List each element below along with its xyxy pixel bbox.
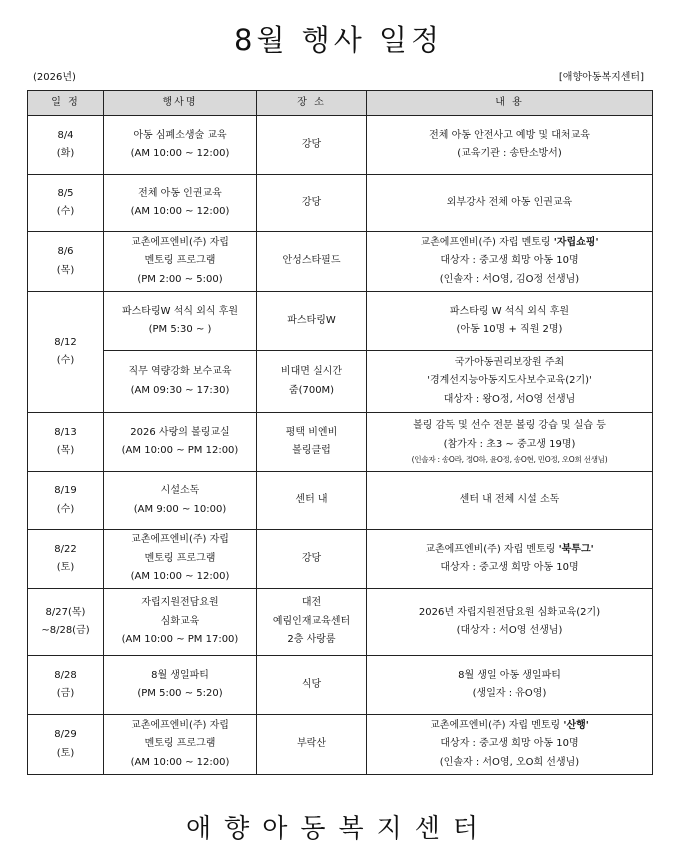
content-text: 대상자 : 중고생 희망 아동 10명 [440, 255, 579, 267]
event-text: (PM 2:00 ~ 5:00) [137, 273, 223, 285]
event-text: (AM 10:00 ~ PM 17:00) [121, 634, 239, 646]
event-text: 교촌에프엔비(주) 자립 [131, 719, 229, 731]
table-row [28, 589, 653, 656]
content-text: 센터 내 전체 시설 소독 [459, 494, 560, 506]
content-text: 대상자 : 왕O정, 서O영 선생님 [443, 393, 576, 405]
day-text: (수) [56, 355, 75, 366]
place-text: 강당 [301, 138, 322, 150]
program-name-bold: '산행' [563, 719, 589, 731]
content-text: 전체 아동 안전사고 예방 및 대처교육 [429, 129, 590, 141]
event-text: (AM 9:00 ~ 10:00) [133, 503, 227, 515]
content-cell [367, 715, 653, 775]
content-cell [367, 232, 653, 292]
event-text: 심화교육 [160, 615, 200, 627]
date-cell [28, 116, 104, 175]
content-cell [367, 472, 653, 530]
event-text: (AM 10:00 ~ 12:00) [130, 206, 230, 217]
content-cell [367, 292, 653, 351]
org-label: [애향아동복지센터] [558, 72, 644, 83]
content-text: 외부강사 전체 아동 인권교육 [446, 196, 573, 208]
table-row [28, 656, 653, 715]
day-text: (목) [56, 445, 75, 456]
content-text: (생일자 : 유O영) [472, 688, 547, 699]
date-text: 8/5 [57, 187, 74, 199]
event-text: 전체 아동 인권교육 [138, 187, 222, 199]
content-cell [367, 656, 653, 715]
content-cell [367, 413, 653, 472]
place-text: 평택 비엔비 [285, 426, 338, 438]
place-cell [257, 175, 367, 232]
event-cell [104, 116, 257, 175]
date-text: 8/12 [54, 336, 77, 348]
date-cell [28, 472, 104, 530]
header-event: 행사명 [104, 91, 257, 116]
content-text: 대상자 : 중고생 희망 아동 10명 [440, 562, 579, 573]
table-row [28, 175, 653, 232]
content-cell [367, 175, 653, 232]
content-text: 국가아동권리보장원 주최 [454, 356, 565, 368]
event-text: 파스타링W 석식 외식 후원 [121, 305, 239, 317]
content-text: (교육기관 : 송탄소방서) [457, 148, 562, 159]
event-text: 자립지원전담요원 [141, 597, 219, 609]
table-row [28, 116, 653, 175]
place-cell [257, 530, 367, 589]
page-title: 8월 행사 일정 [234, 23, 443, 57]
table-row [28, 292, 653, 351]
content-text: (인솔자 : 서O영, 오O희 선생님) [439, 756, 580, 768]
event-cell [104, 175, 257, 232]
day-text: (토) [56, 747, 75, 759]
content-text: 대상자 : 중고생 희망 아동 10명 [440, 738, 579, 750]
day-text: (금) [56, 688, 75, 699]
table-row [28, 413, 653, 472]
event-cell [104, 292, 257, 351]
day-text: (목) [56, 264, 75, 276]
year-label: (2026년) [33, 72, 76, 83]
event-text: 직무 역량강화 보수교육 [128, 366, 232, 377]
program-name-bold: '자립쇼핑' [553, 236, 599, 248]
content-text-prefix: 교촌에프엔비(주) 자립 멘토링 [430, 719, 564, 731]
content-text: 볼링 감독 및 선수 전문 볼링 강습 및 실습 등 [413, 420, 606, 432]
date-cell [28, 530, 104, 589]
place-text: 식당 [301, 678, 322, 690]
date-text: 8/6 [57, 246, 74, 257]
place-text: 강당 [301, 552, 322, 564]
day-text: (토) [56, 562, 75, 573]
place-text: 2층 사랑룸 [287, 634, 336, 646]
header-content: 내 용 [367, 91, 653, 116]
place-cell [257, 292, 367, 351]
place-cell [257, 351, 367, 413]
event-cell [104, 589, 257, 656]
date-text: 8/13 [54, 426, 77, 438]
event-cell [104, 232, 257, 292]
date-cell [28, 292, 104, 413]
place-text: 안성스타필드 [282, 255, 341, 267]
event-cell [104, 472, 257, 530]
place-cell [257, 472, 367, 530]
program-name-bold: '북투그' [558, 543, 594, 555]
header-date: 일 정 [28, 91, 104, 116]
content-text-prefix: 교촌에프엔비(주) 자립 멘토링 [420, 236, 554, 248]
table-row [28, 232, 653, 292]
event-text: 멘토링 프로그램 [144, 255, 216, 267]
event-text: (AM 10:00 ~ PM 12:00) [121, 445, 239, 456]
event-cell [104, 351, 257, 413]
content-text-prefix: 교촌에프엔비(주) 자립 멘토링 [425, 543, 559, 555]
date-text: 8/27(목) [45, 606, 86, 618]
event-text: (AM 10:00 ~ 12:00) [130, 571, 230, 583]
day-text: (화) [56, 148, 75, 159]
content-text [369, 717, 650, 736]
content-text: (참가자 : 초3 ~ 중고생 19명) [443, 438, 576, 450]
schedule-table [27, 90, 653, 775]
event-text: 교촌에프엔비(주) 자립 [131, 534, 229, 546]
event-cell [104, 656, 257, 715]
content-cell [367, 589, 653, 656]
table-row [28, 715, 653, 775]
place-text: 강당 [301, 196, 322, 208]
event-text: 2026 사랑의 볼링교실 [130, 426, 230, 438]
event-text: 교촌에프엔비(주) 자립 [131, 236, 229, 248]
date-cell [28, 656, 104, 715]
event-text: (PM 5:30 ~ ) [148, 324, 212, 335]
date-cell [28, 589, 104, 656]
place-text: 대전 [301, 597, 322, 609]
date-text: 8/28 [54, 669, 77, 681]
place-cell [257, 715, 367, 775]
event-text: (PM 5:00 ~ 5:20) [137, 688, 223, 699]
place-text: 볼링클럽 [292, 445, 331, 456]
place-text: 비대면 실시간 [280, 366, 343, 377]
content-text: (대상자 : 서O영 선생님) [456, 625, 563, 636]
content-cell [367, 351, 653, 413]
organization-footer: 애향아동복지센터 [186, 814, 491, 844]
date-cell [28, 715, 104, 775]
event-cell [104, 715, 257, 775]
place-text: 줌(700M) [288, 384, 335, 396]
event-text: 아동 심폐소생술 교육 [133, 129, 227, 141]
content-text: '경계선지능아동지도사보수교육(2기)' [427, 375, 592, 387]
place-cell [257, 413, 367, 472]
event-text: 멘토링 프로그램 [144, 738, 216, 750]
place-cell [257, 116, 367, 175]
date-cell [28, 232, 104, 292]
date-text: 8/22 [54, 543, 77, 555]
table-row [28, 351, 653, 413]
place-text: 부락산 [297, 738, 326, 750]
event-text: 멘토링 프로그램 [144, 552, 216, 564]
content-cell [367, 530, 653, 589]
day-text: ~8/28(금) [41, 625, 90, 636]
place-text: 예림인재교육센터 [272, 615, 351, 627]
event-text: 시설소독 [160, 485, 200, 496]
content-text [369, 234, 650, 253]
date-cell [28, 413, 104, 472]
table-header-row [28, 91, 653, 116]
content-cell [367, 116, 653, 175]
table-row [28, 530, 653, 589]
content-text: (인솔자 : 서O영, 김O정 선생님) [439, 273, 580, 285]
content-text: 2026년 자립지원전담요원 심화교육(2기) [418, 606, 601, 618]
place-text: 파스타링W [287, 314, 336, 326]
event-cell [104, 530, 257, 589]
place-cell [257, 589, 367, 656]
date-cell [28, 175, 104, 232]
event-cell [104, 413, 257, 472]
place-text: 센터 내 [295, 494, 328, 506]
content-text: 8월 생일 아동 생일파티 [458, 669, 561, 681]
day-text: (수) [56, 503, 75, 515]
place-cell [257, 656, 367, 715]
place-cell [257, 232, 367, 292]
day-text: (수) [56, 206, 75, 217]
content-text: (인솔자 : 송O라, 정O하, 윤O정, 송O현, 민O정, 오O희 선생님) [411, 455, 608, 465]
event-text: 8월 생일파티 [151, 669, 209, 681]
content-text: (아동 10명 + 직원 2명) [456, 324, 563, 335]
date-text: 8/29 [54, 729, 77, 740]
table-row [28, 472, 653, 530]
event-text: (AM 09:30 ~ 17:30) [130, 384, 230, 396]
header-place: 장 소 [257, 91, 367, 116]
content-text: 파스타링 W 석식 외식 후원 [449, 305, 570, 317]
event-text: (AM 10:00 ~ 12:00) [130, 756, 230, 768]
event-text: (AM 10:00 ~ 12:00) [130, 148, 230, 159]
date-text: 8/19 [54, 485, 77, 496]
date-text: 8/4 [57, 129, 74, 141]
content-text [369, 541, 650, 560]
